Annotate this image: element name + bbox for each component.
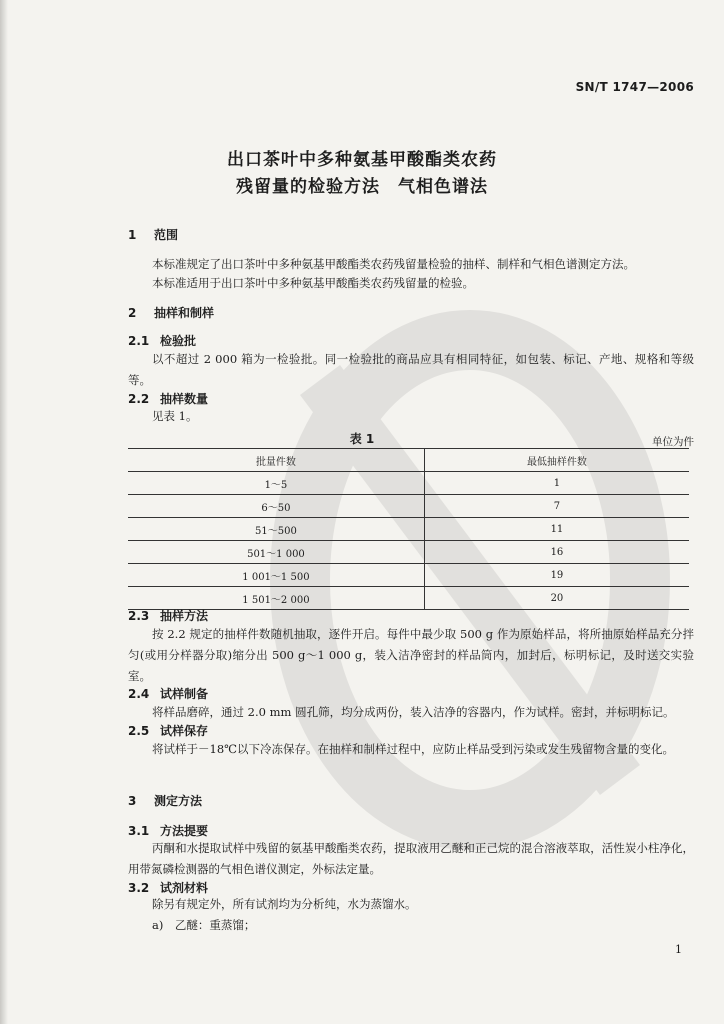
table-row xyxy=(128,472,689,495)
min-samples-cell: 7 xyxy=(424,495,689,518)
subsection-title: 抽样数量 xyxy=(160,392,209,406)
subsection-title: 试样制备 xyxy=(160,687,209,701)
batch-size-cell: 501～1 000 xyxy=(128,541,424,564)
section-title: 范围 xyxy=(154,228,179,242)
batch-size-cell: 6～50 xyxy=(128,495,424,518)
subsection-title: 试样保存 xyxy=(160,724,209,738)
batch-size-cell: 1 001～1 500 xyxy=(128,564,424,587)
min-samples-cell: 20 xyxy=(424,587,689,610)
subsection-title: 抽样方法 xyxy=(160,609,209,623)
table-row xyxy=(128,495,689,518)
table-header-row xyxy=(128,449,689,472)
subsection-2-3-heading xyxy=(128,607,208,624)
section-title: 测定方法 xyxy=(154,794,203,808)
subsection-number: 2.1 xyxy=(128,334,150,348)
table-unit: 单位为件 xyxy=(652,436,694,448)
section-3-heading xyxy=(128,792,202,809)
subsection-2-4-paragraph: 将样品磨碎，通过 2.0 mm 圆孔筛，均分成两份，装入洁净的容器内，作为试样。密封，并标明标记。 xyxy=(152,705,675,719)
section-1-paragraph-2: 本标准适用于出口茶叶中多种氨基甲酸酯类农药残留量的检验。 xyxy=(152,276,474,290)
subsection-number: 3.1 xyxy=(128,824,150,838)
section-number: 2 xyxy=(128,306,137,320)
table-row xyxy=(128,518,689,541)
subsection-3-1-paragraph: 丙酮和水提取试样中残留的氨基甲酸酯类农药，提取液用乙醚和正己烷的混合溶液萃取，活性炭小柱净化，用带氮磷检测器的气相色谱仪测定，外标法定量。 xyxy=(128,841,694,876)
section-title: 抽样和制样 xyxy=(154,306,215,320)
subsection-number: 2.5 xyxy=(128,724,150,738)
section-1-heading xyxy=(128,226,178,243)
subsection-number: 2.4 xyxy=(128,687,150,701)
table-caption: 表 1 xyxy=(349,432,375,446)
min-samples-cell: 19 xyxy=(424,564,689,587)
subsection-title: 试剂材料 xyxy=(160,881,209,895)
batch-size-cell: 1 501～2 000 xyxy=(128,587,424,610)
subsection-2-1-paragraph: 以不超过 2 000 箱为一检验批。同一检验批的商品应具有相同特征，如包装、标记、产地、规格和等级等。 xyxy=(128,352,694,387)
section-number: 3 xyxy=(128,794,137,808)
subsection-2-2-heading xyxy=(128,390,208,407)
subsection-2-2-paragraph: 见表 1。 xyxy=(152,409,198,423)
subsection-number: 2.3 xyxy=(128,609,150,623)
subsection-2-4-heading xyxy=(128,685,208,702)
column-header-min-samples: 最低抽样件数 xyxy=(424,449,689,472)
table-row xyxy=(128,587,689,610)
subsection-title: 检验批 xyxy=(160,334,197,348)
batch-size-cell: 1～5 xyxy=(128,472,424,495)
subsection-2-1-heading xyxy=(128,332,196,349)
page-number: 1 xyxy=(675,943,682,956)
sampling-table xyxy=(128,448,689,610)
batch-size-cell: 51～500 xyxy=(128,518,424,541)
min-samples-cell: 11 xyxy=(424,518,689,541)
document-title-line-1: 出口茶叶中多种氨基甲酸酯类农药 xyxy=(227,150,497,170)
section-2-heading xyxy=(128,304,214,321)
subsection-2-5-paragraph: 将试样于－18℃以下冷冻保存。在抽样和制样过程中，应防止样品受到污染或发生残留物含量的变化。 xyxy=(152,742,674,756)
subsection-number: 3.2 xyxy=(128,881,150,895)
subsection-3-2-paragraph: 除另有规定外，所有试剂均为分析纯，水为蒸馏水。 xyxy=(152,897,417,911)
column-header-batch-size: 批量件数 xyxy=(128,449,424,472)
document-title-line-2: 残留量的检验方法 气相色谱法 xyxy=(236,177,488,197)
table-row xyxy=(128,541,689,564)
subsection-2-5-heading xyxy=(128,722,208,739)
section-1-paragraph-1: 本标准规定了出口茶叶中多种氨基甲酸酯类农药残留量检验的抽样、制样和气相色谱测定方法。 xyxy=(152,257,635,271)
min-samples-cell: 16 xyxy=(424,541,689,564)
standard-code: SN/T 1747—2006 xyxy=(575,80,694,94)
subsection-2-3-paragraph: 按 2.2 规定的抽样件数随机抽取，逐件开启。每件中最少取 500 g 作为原始样品，将所抽原始样品充分拌匀(或用分样器分取)缩分出 500 g～1 000 g，装入洁净密封的样品筒内，加封后，标明标记，及时送交实验室。 xyxy=(128,627,694,683)
table-row xyxy=(128,564,689,587)
reagent-item-a: a) 乙醚：重蒸馏； xyxy=(152,918,256,932)
section-number: 1 xyxy=(128,228,137,242)
min-samples-cell: 1 xyxy=(424,472,689,495)
subsection-title: 方法提要 xyxy=(160,824,209,838)
subsection-3-1-heading xyxy=(128,822,208,839)
subsection-number: 2.2 xyxy=(128,392,150,406)
